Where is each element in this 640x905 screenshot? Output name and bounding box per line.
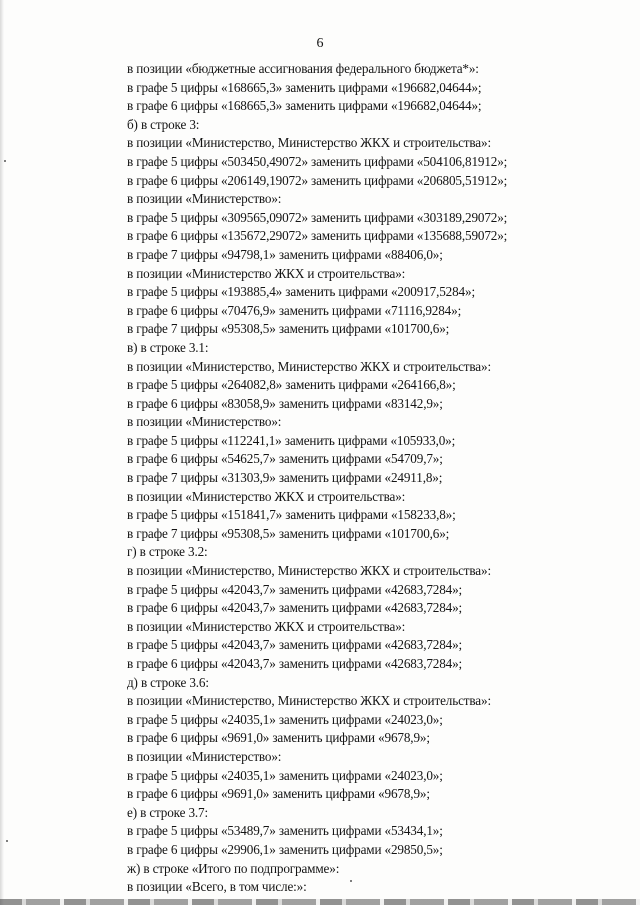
text-line: в графе 6 цифры «168665,3» заменить цифрами «196682,04644»; xyxy=(127,98,482,114)
text-line: в графе 7 цифры «95308,5» заменить цифрами «101700,6»; xyxy=(127,525,450,541)
text-line: в графе 6 цифры «42043,7» заменить цифрами «42683,7284»; xyxy=(127,600,463,616)
text-line: в позиции «Министерство, Министерство ЖКХ и строительства»: xyxy=(127,135,491,151)
text-line: в графе 6 цифры «70476,9» заменить цифрами «71116,9284»; xyxy=(127,302,462,318)
text-line: в позиции «Министерство ЖКХ и строительства»: xyxy=(127,265,406,281)
subsection-heading: ж) в строке «Итого по подпрограмме»: xyxy=(127,860,340,876)
text-line: в позиции «Министерство ЖКХ и строительства»: xyxy=(127,618,406,634)
text-line: в графе 5 цифры «264082,8» заменить цифрами «264166,8»; xyxy=(127,377,456,393)
text-line: в позиции «бюджетные ассигнования федерального бюджета*»: xyxy=(127,61,479,76)
text-line: в позиции «Всего, в том числе:»: xyxy=(127,879,307,895)
text-line: в позиции «Министерство ЖКХ и строительства»: xyxy=(127,488,406,504)
scan-speck xyxy=(4,160,6,162)
subsection-heading: в) в строке 3.1: xyxy=(127,339,209,355)
text-line: в графе 6 цифры «9691,0» заменить цифрами «9678,9»; xyxy=(127,730,430,746)
subsection-heading: г) в строке 3.2: xyxy=(127,544,208,560)
subsection-heading: д) в строке 3.6: xyxy=(127,674,209,690)
scan-speck xyxy=(350,880,352,882)
scan-bottom-artifact xyxy=(0,899,640,905)
text-line: в графе 5 цифры «503450,49072» заменить цифрами «504106,81912»; xyxy=(127,153,508,169)
text-line: в графе 5 цифры «24035,1» заменить цифрами «24023,0»; xyxy=(127,767,443,783)
text-line: в графе 7 цифры «31303,9» заменить цифрами «24911,8»; xyxy=(127,470,443,486)
text-line: в графе 6 цифры «29906,1» заменить цифрами «29850,5»; xyxy=(127,841,443,857)
text-line: в графе 5 цифры «42043,7» заменить цифрами «42683,7284»; xyxy=(127,581,463,597)
text-line: в графе 5 цифры «151841,7» заменить цифрами «158233,8»; xyxy=(127,507,456,523)
text-line: в графе 5 цифры «42043,7» заменить цифрами «42683,7284»; xyxy=(127,637,463,653)
text-line: в графе 6 цифры «206149,19072» заменить цифрами «206805,51912»; xyxy=(127,172,508,188)
text-line: в позиции «Министерство»: xyxy=(127,748,282,764)
scan-left-edge xyxy=(0,0,4,905)
document-body xyxy=(127,60,627,897)
text-line: в графе 6 цифры «54625,7» заменить цифрами «54709,7»; xyxy=(127,451,443,467)
scan-speck xyxy=(6,840,8,842)
text-line: в позиции «Министерство, Министерство ЖКХ и строительства»: xyxy=(127,693,491,709)
text-line: в графе 5 цифры «193885,4» заменить цифрами «200917,5284»; xyxy=(127,284,475,300)
text-line: в графе 6 цифры «9691,0» заменить цифрами «9678,9»; xyxy=(127,786,430,802)
text-line: в позиции «Министерство, Министерство ЖКХ и строительства»: xyxy=(127,358,491,374)
text-line: в графе 5 цифры «24035,1» заменить цифрами «24023,0»; xyxy=(127,711,443,727)
subsection-heading: е) в строке 3.7: xyxy=(127,804,209,820)
text-line: в позиции «Министерство»: xyxy=(127,414,282,430)
text-line: в графе 5 цифры «53489,7» заменить цифрами «53434,1»; xyxy=(127,823,443,839)
text-line: в графе 5 цифры «309565,09072» заменить цифрами «303189,29072»; xyxy=(127,209,508,225)
text-line: в графе 6 цифры «42043,7» заменить цифрами «42683,7284»; xyxy=(127,656,463,671)
text-line: в позиции «Министерство»: xyxy=(127,191,282,207)
page-number: 6 xyxy=(316,36,324,51)
text-line: в графе 5 цифры «112241,1» заменить цифрами «105933,0»; xyxy=(127,432,456,448)
text-line: в графе 7 цифры «95308,5» заменить цифрами «101700,6»; xyxy=(127,321,450,337)
subsection-heading: б) в строке 3: xyxy=(127,116,200,132)
text-line: в графе 6 цифры «83058,9» заменить цифрами «83142,9»; xyxy=(127,395,443,411)
text-line: в графе 7 цифры «94798,1» заменить цифрами «88406,0»; xyxy=(127,246,443,262)
text-line: в графе 6 цифры «135672,29072» заменить цифрами «135688,59072»; xyxy=(127,228,508,244)
text-line: в позиции «Министерство, Министерство ЖКХ и строительства»: xyxy=(127,563,491,579)
text-line: в графе 5 цифры «168665,3» заменить цифрами «196682,04644»; xyxy=(127,79,482,95)
